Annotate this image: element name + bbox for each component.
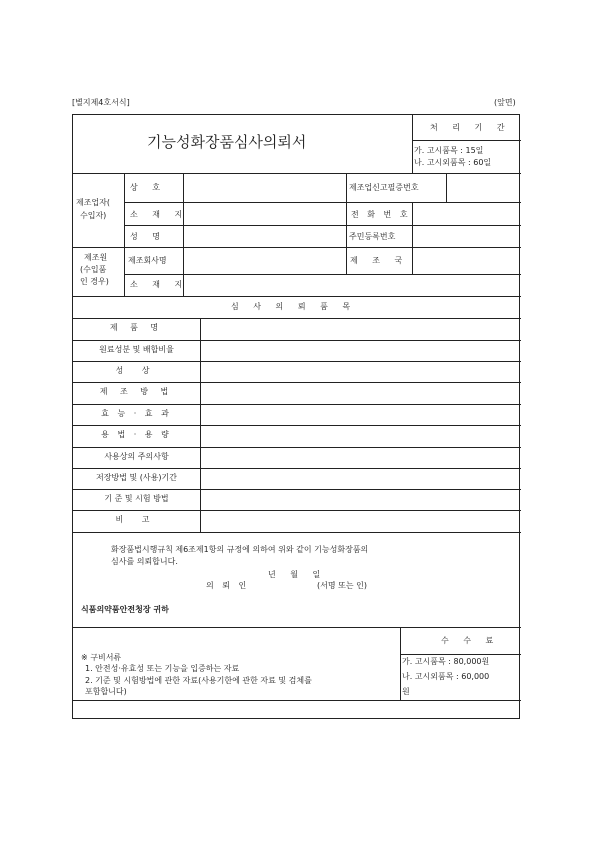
divider — [73, 318, 521, 319]
processing-period-unlisted: 나. 고시외품목 : 60일 — [414, 158, 492, 167]
page-side-label: (앞면) — [494, 98, 516, 107]
items-section-header: 심 사 의 뢰 품 목 — [231, 302, 357, 311]
maker-group-label-3: 인 경우) — [80, 277, 109, 286]
maker-country-label: 제 조 국 — [350, 256, 409, 265]
divider — [446, 173, 447, 202]
fee-label: 수 수 료 — [441, 636, 500, 645]
processing-period-label: 처 리 기 간 — [430, 123, 511, 132]
divider — [183, 173, 184, 297]
fee-unlisted-unit: 원 — [402, 687, 410, 696]
manufacturer-group-label: 제조업자( — [76, 198, 111, 207]
license-number-label: 제조업신고필증번호 — [349, 183, 419, 192]
maker-address-label: 소 재 지 — [130, 280, 189, 289]
divider — [412, 140, 521, 141]
required-doc-item: 1. 안전성·유효성 또는 기능을 입증하는 자료 — [85, 664, 240, 673]
divider — [73, 361, 521, 362]
applicant-label: 의 뢰 인 — [206, 581, 250, 590]
declaration-text: 화장품법시행규칙 제6조제1항의 규정에 의하여 위와 같이 기능성화장품의 — [111, 545, 369, 554]
divider — [73, 510, 521, 511]
addressee: 식품의약품안전청장 귀하 — [81, 605, 169, 614]
form-number: [별지제4호서식] — [72, 98, 130, 107]
divider — [73, 340, 521, 341]
item-label: 사용상의 주의사항 — [104, 452, 169, 461]
divider — [346, 173, 347, 274]
name-label: 성 명 — [130, 232, 166, 241]
divider — [200, 318, 201, 532]
item-label: 용 법 · 용 량 — [101, 430, 172, 439]
signature-label: (서명 또는 인) — [317, 581, 367, 590]
fee-listed: 가. 고시품목 : 80,000원 — [402, 657, 490, 666]
item-label: 저장방법 및 (사용)기간 — [96, 473, 177, 482]
item-label: 성 상 — [115, 366, 158, 375]
date-label: 년 월 일 — [268, 570, 327, 579]
item-label: 기 준 및 시험 방법 — [104, 494, 169, 503]
divider — [400, 627, 401, 700]
manufacturer-group-label-2: 수입자) — [80, 211, 107, 220]
item-label: 제 조 방 법 — [99, 387, 174, 396]
resident-number-label: 주민등록번호 — [349, 232, 396, 241]
divider — [73, 447, 521, 448]
divider — [400, 654, 521, 655]
divider — [73, 247, 521, 248]
address-label: 소 재 지 — [130, 210, 189, 219]
divider — [73, 700, 521, 701]
phone-label: 전 화 번 호 — [351, 210, 411, 219]
divider — [73, 425, 521, 426]
item-label: 제 품 명 — [109, 323, 164, 332]
divider — [73, 296, 521, 297]
processing-period-listed: 가. 고시품목 : 15일 — [414, 146, 484, 155]
required-doc-item-cont: 포함합니다) — [85, 687, 127, 696]
maker-group-label-2: (수입품 — [80, 265, 107, 274]
required-doc-item: 2. 기준 및 시험방법에 관한 자료(사용기한에 관한 자료 및 검체를 — [85, 676, 312, 685]
divider — [73, 489, 521, 490]
required-docs-heading: ※ 구비서류 — [81, 653, 122, 662]
item-label: 효 능 · 효 과 — [101, 409, 172, 418]
form-title: 기능성화장품심사의뢰서 — [147, 133, 307, 151]
declaration-text-2: 심사를 의뢰합니다. — [111, 557, 178, 566]
divider — [73, 382, 521, 383]
divider — [73, 404, 521, 405]
trade-name-label: 상 호 — [130, 183, 166, 192]
maker-group-label: 제조원 — [84, 253, 108, 262]
divider — [124, 173, 125, 297]
divider — [73, 532, 521, 533]
divider — [73, 173, 521, 174]
maker-company-label: 제조회사명 — [128, 256, 167, 265]
divider — [412, 202, 413, 274]
fee-unlisted: 나. 고시외품목 : 60,000 — [402, 672, 490, 681]
item-label: 원료성분 및 배합비율 — [99, 345, 174, 354]
item-label: 비 고 — [115, 515, 158, 524]
divider — [73, 468, 521, 469]
divider — [412, 115, 413, 173]
application-form — [72, 114, 520, 719]
divider — [73, 627, 521, 628]
